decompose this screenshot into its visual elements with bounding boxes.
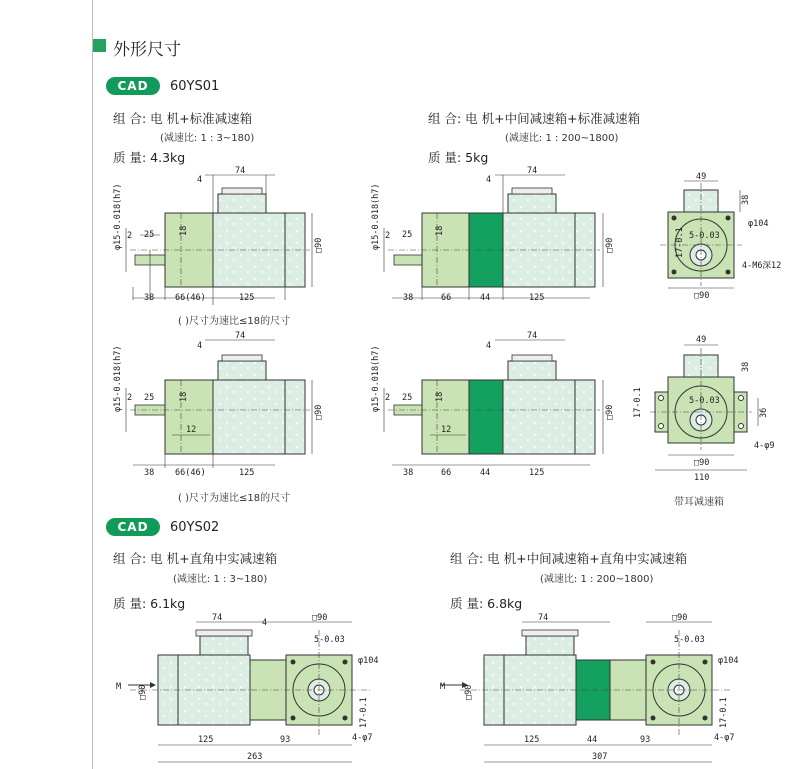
dim-phi9: 4-φ9 xyxy=(754,441,775,451)
dim-m: M xyxy=(116,682,122,692)
dim-phi7: 4-φ7 xyxy=(714,733,735,743)
dim-sq90: □90 xyxy=(312,613,328,623)
dim-25: 25 xyxy=(144,393,155,403)
dim-sq90: □90 xyxy=(605,237,615,253)
dim-44: 44 xyxy=(480,293,491,303)
mass-text: 质 量: 4.3kg xyxy=(113,150,186,165)
dim-66-46: 66(46) xyxy=(175,468,206,478)
dim-38: 38 xyxy=(144,468,155,478)
dim-sq90: □90 xyxy=(672,613,688,623)
dim-74: 74 xyxy=(527,166,538,176)
dim-2: 2 xyxy=(127,231,133,241)
dim-4: 4 xyxy=(262,618,268,628)
dim-38: 38 xyxy=(741,194,751,205)
dim-74: 74 xyxy=(212,613,223,623)
dim-44: 44 xyxy=(480,468,491,478)
drawing-60ys01-standard xyxy=(126,175,312,305)
dim-phi104: φ104 xyxy=(718,656,739,666)
ratio-text: (减速比: 1 : 200~1800) xyxy=(505,133,619,144)
dim-4: 4 xyxy=(197,341,203,351)
drawing-60ys01-middle-ear xyxy=(384,340,603,465)
dim-shaft: φ15-0.018(h7) xyxy=(371,183,381,250)
dim-125: 125 xyxy=(529,293,545,303)
ratio-text: (减速比: 1 : 200~1800) xyxy=(540,574,654,585)
dim-phi104: φ104 xyxy=(358,656,379,666)
dim-93: 93 xyxy=(280,735,291,745)
dim-66-46: 66(46) xyxy=(175,293,206,303)
dim-110: 110 xyxy=(694,473,710,483)
model-name: 60YS02 xyxy=(170,520,220,535)
cad-badge[interactable]: CAD xyxy=(106,518,160,536)
combo-text: 组 合: 电 机+中间减速箱+标准减速箱 xyxy=(428,111,641,126)
mass-text: 质 量: 6.8kg xyxy=(450,596,523,611)
dim-shaft: φ15-0.018(h7) xyxy=(371,345,381,412)
dim-shaft: φ15-0.018(h7) xyxy=(113,183,123,250)
dim-shaft: φ15-0.018(h7) xyxy=(113,345,123,412)
dim-125: 125 xyxy=(524,735,540,745)
dim-18: 18 xyxy=(179,391,189,402)
dim-38: 38 xyxy=(144,293,155,303)
dim-sq90: □90 xyxy=(464,684,474,700)
combo-text: 组 合: 电 机+中间减速箱+直角中实减速箱 xyxy=(450,551,688,566)
dim-74: 74 xyxy=(235,331,246,341)
dim-2: 2 xyxy=(385,231,391,241)
dim-sq90: □90 xyxy=(694,291,710,301)
drawing-60ys01-standard-ear xyxy=(126,340,312,468)
dim-36: 36 xyxy=(759,407,769,418)
cad-badge[interactable]: CAD xyxy=(106,77,160,95)
dim-5: 5-0.03 xyxy=(689,396,720,406)
dim-sq90: □90 xyxy=(138,684,148,700)
dim-66: 66 xyxy=(441,468,452,478)
dim-74: 74 xyxy=(235,166,246,176)
combo-text: 组 合: 电 机+直角中实减速箱 xyxy=(113,551,278,566)
dim-phi104: φ104 xyxy=(748,219,769,229)
dim-49: 49 xyxy=(696,335,707,345)
dim-74: 74 xyxy=(527,331,538,341)
dim-18: 18 xyxy=(435,391,445,402)
dim-44: 44 xyxy=(587,735,598,745)
dim-5: 5-0.03 xyxy=(674,635,705,645)
dim-18: 18 xyxy=(179,225,189,236)
dim-17: 17-0.1 xyxy=(359,697,369,728)
dim-4: 4 xyxy=(486,341,492,351)
dim-38: 38 xyxy=(403,468,414,478)
mass-text: 质 量: 6.1kg xyxy=(113,596,186,611)
dim-49: 49 xyxy=(696,172,707,182)
dim-sq90: □90 xyxy=(314,237,324,253)
ratio-text: (减速比: 1 : 3~180) xyxy=(160,133,255,144)
dim-25: 25 xyxy=(402,393,413,403)
section-title: 外形尺寸 xyxy=(113,40,181,60)
dim-17: 17-0.1 xyxy=(719,697,729,728)
dim-74: 74 xyxy=(538,613,549,623)
note-text: ( )尺寸为速比≤18的尺寸 xyxy=(178,316,291,327)
dim-263: 263 xyxy=(247,752,263,762)
dim-4: 4 xyxy=(486,175,492,185)
dim-12: 12 xyxy=(186,425,197,435)
drawing-60ys01-middle xyxy=(384,175,603,300)
dim-17: 17-0.1 xyxy=(633,387,643,418)
ratio-text: (减速比: 1 : 3~180) xyxy=(173,574,268,585)
dim-sq90: □90 xyxy=(694,458,710,468)
ear-caption: 带耳减速箱 xyxy=(674,497,724,508)
dim-5: 5-0.03 xyxy=(689,231,720,241)
dim-38: 38 xyxy=(403,293,414,303)
dim-18: 18 xyxy=(435,225,445,236)
model-name: 60YS01 xyxy=(170,79,220,94)
dim-m: M xyxy=(440,682,446,692)
dim-25: 25 xyxy=(402,230,413,240)
dim-125: 125 xyxy=(239,293,255,303)
dim-sq90: □90 xyxy=(314,404,324,420)
dim-sq90: □90 xyxy=(605,404,615,420)
combo-text: 组 合: 电 机+标准减速箱 xyxy=(113,111,253,126)
dim-38: 38 xyxy=(741,361,751,372)
dim-2: 2 xyxy=(127,393,133,403)
dim-125: 125 xyxy=(529,468,545,478)
dim-2: 2 xyxy=(385,393,391,403)
note-text: ( )尺寸为速比≤18的尺寸 xyxy=(178,493,291,504)
dim-66: 66 xyxy=(441,293,452,303)
dim-93: 93 xyxy=(640,735,651,745)
dim-307: 307 xyxy=(592,752,608,762)
dim-125: 125 xyxy=(239,468,255,478)
mass-text: 质 量: 5kg xyxy=(428,150,489,165)
dim-4: 4 xyxy=(197,175,203,185)
dim-17: 17-0.1 xyxy=(675,227,685,258)
dim-12: 12 xyxy=(441,425,452,435)
dim-5: 5-0.03 xyxy=(314,635,345,645)
dim-125: 125 xyxy=(198,735,214,745)
dim-phi7: 4-φ7 xyxy=(352,733,373,743)
dim-m6: 4-M6深12 xyxy=(742,261,782,271)
dim-25: 25 xyxy=(144,230,155,240)
